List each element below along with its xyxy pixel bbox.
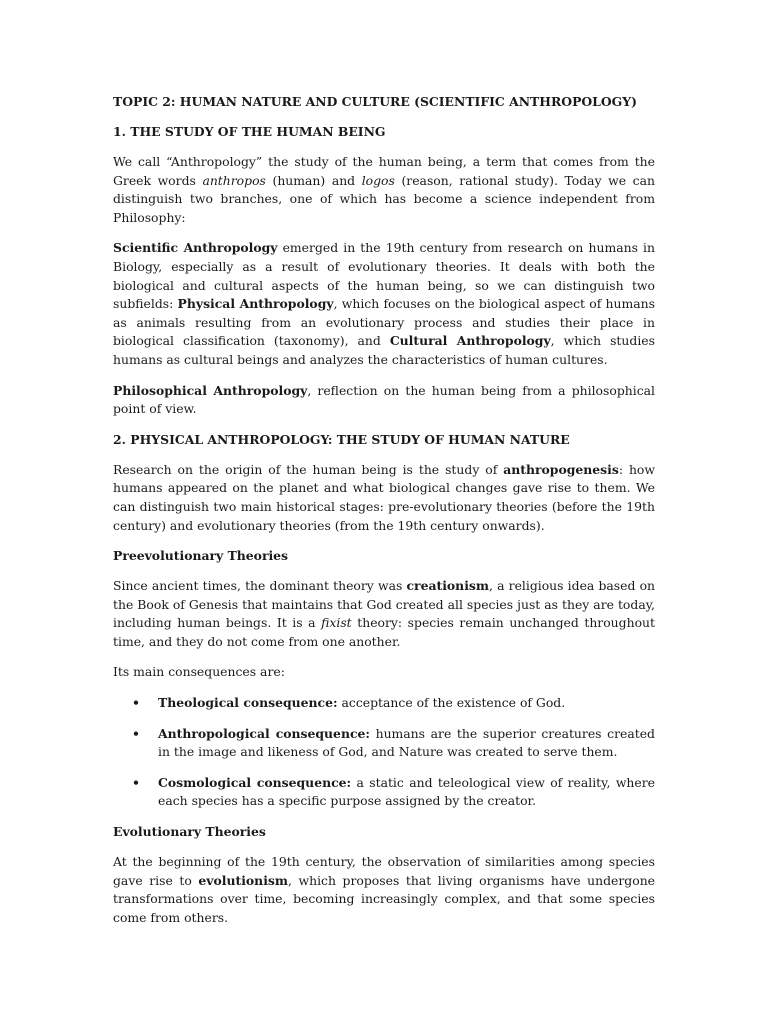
text-run: Research on the origin of the human being is the study of bbox=[113, 461, 504, 477]
section-1-paragraph-3 bbox=[113, 382, 655, 419]
text-run: , a religious idea based on the Book of Genesis that maintains that God created all species just as they are today, including human beings. It is a bbox=[113, 578, 656, 631]
term-fixist: fixist bbox=[321, 615, 352, 631]
subsection-preevolutionary-heading: Preevolutionary Theories bbox=[113, 548, 289, 564]
list-item bbox=[113, 725, 655, 762]
text-run: We call “Anthropology” the study of the human being, a term that comes from the Greek words bbox=[113, 154, 655, 188]
term-scientific-anthropology: Scientific Anthropology bbox=[113, 240, 278, 256]
list-item bbox=[113, 774, 655, 811]
term-logos: logos bbox=[361, 172, 395, 188]
term-evolutionism: evolutionism bbox=[198, 872, 288, 888]
list-item-label: Anthropological consequence: bbox=[158, 725, 370, 741]
bullet-icon: • bbox=[132, 695, 140, 711]
text-run: Since ancient times, the dominant theory was bbox=[113, 578, 407, 594]
text-run: , which studies humans as cultural beings and analyzes the characteristics of human cultures. bbox=[113, 333, 655, 367]
term-physical-anthropology: Physical Anthropology bbox=[177, 296, 334, 312]
list-item-label: Theological consequence: bbox=[158, 695, 338, 711]
preevolutionary-paragraph-1 bbox=[113, 577, 655, 651]
text-run: emerged in the 19th century from research on humans in Biology, especially as a result of evolutionary theories. It deals with both the biological and cultural aspects of the human being, so we can distinguish two subfields: bbox=[113, 240, 655, 312]
text-run: (reason, rational study). Today we can distinguish two branches, one of which has become a science independent from Philosophy: bbox=[113, 172, 655, 225]
list-item-text: a static and teleological view of reality, where each species has a specific purpose assigned by the creator. bbox=[158, 774, 656, 809]
document-page bbox=[113, 93, 655, 939]
term-philosophical-anthropology: Philosophical Anthropology bbox=[113, 382, 308, 398]
term-creationism: creationism bbox=[406, 578, 489, 594]
bullet-icon: • bbox=[132, 725, 140, 741]
term-anthropos: anthropos bbox=[202, 172, 266, 188]
bullet-icon: • bbox=[132, 774, 140, 790]
subsection-evolutionary-heading: Evolutionary Theories bbox=[113, 824, 266, 840]
term-anthropogenesis: anthropogenesis bbox=[503, 461, 619, 477]
text-run: : how humans appeared on the planet and what biological changes gave rise to them. We can distinguish two main historical stages: pre-evolutionary theories (before the 19th century) and evolutionary theories (from the 19th century onwards). bbox=[113, 461, 655, 533]
text-run: At the beginning of the 19th century, the observation of similarities among species gave rise to bbox=[113, 854, 655, 888]
section-1-paragraph-1 bbox=[113, 153, 655, 227]
preevolutionary-paragraph-2: Its main consequences are: bbox=[113, 664, 285, 680]
list-item-text: acceptance of the existence of God. bbox=[337, 695, 566, 711]
section-2-paragraph-1 bbox=[113, 461, 655, 535]
evolutionary-paragraph-1 bbox=[113, 853, 655, 927]
text-run: , which focuses on the biological aspect of humans as animals resulting from an evolutionary process and studies their place in biological classification (taxonomy), and bbox=[113, 296, 655, 349]
text-run: , reflection on the human being from a philosophical point of view. bbox=[113, 382, 655, 417]
text-run: theory: species remain unchanged throughout time, and they do not come from one another. bbox=[113, 615, 655, 649]
section-2-heading: 2. PHYSICAL ANTHROPOLOGY: THE STUDY OF HUMAN NATURE bbox=[113, 431, 570, 447]
section-1-paragraph-2 bbox=[113, 239, 655, 369]
text-run: , which proposes that living organisms have undergone transformations over time, becoming increasingly complex, and that some species come from others. bbox=[113, 872, 656, 925]
term-cultural-anthropology: Cultural Anthropology bbox=[389, 333, 551, 349]
list-item-label: Cosmological consequence: bbox=[158, 774, 352, 790]
consequences-list bbox=[113, 694, 655, 811]
text-run: (human) and bbox=[265, 172, 362, 188]
document-title: TOPIC 2: HUMAN NATURE AND CULTURE (SCIENTIFIC ANTHROPOLOGY) bbox=[113, 94, 637, 109]
list-item-text: humans are the superior creatures created in the image and likeness of God, and Nature was created to serve them. bbox=[158, 725, 655, 760]
list-item bbox=[113, 694, 655, 713]
section-1-heading: 1. THE STUDY OF THE HUMAN BEING bbox=[113, 124, 386, 139]
